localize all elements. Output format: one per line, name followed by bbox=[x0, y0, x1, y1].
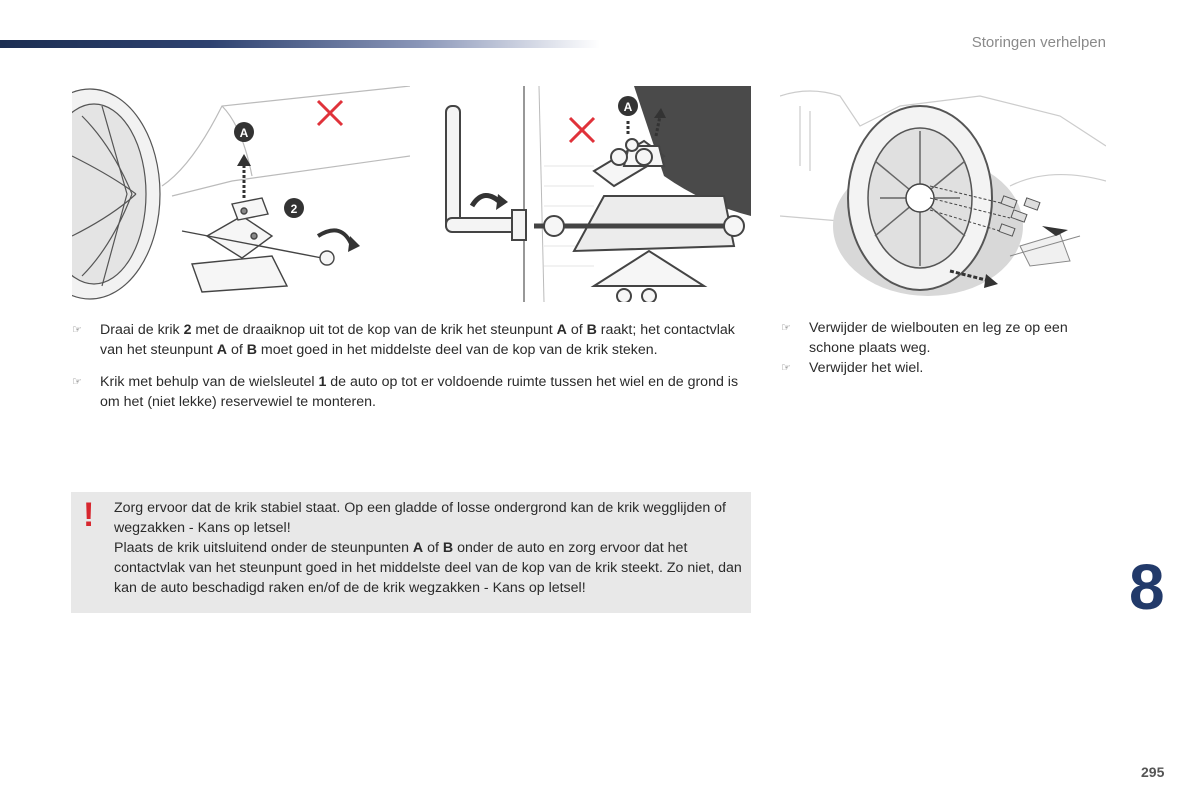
list-item: ☞ Verwijder het wiel. bbox=[781, 360, 924, 376]
header-color-bar bbox=[0, 40, 600, 48]
pointing-hand-icon: ☞ bbox=[72, 324, 82, 336]
pointing-hand-icon: ☞ bbox=[72, 376, 82, 388]
exclamation-icon: ! bbox=[83, 496, 95, 534]
chapter-number: 8 bbox=[1129, 551, 1165, 623]
label-a: A bbox=[623, 100, 633, 114]
label-a: A bbox=[239, 126, 249, 140]
warning-box bbox=[71, 492, 751, 613]
label-2: 2 bbox=[290, 202, 298, 216]
jack-positioning-illustration bbox=[72, 86, 410, 302]
list-item: ☞ Krik met behulp van de wielsleutel 1 de auto op tot er voldoende ruimte tussen het wiel en de grond is om het (niet lekke) reservewiel te monteren. bbox=[72, 374, 739, 410]
page-number: 295 bbox=[1141, 764, 1165, 780]
wheel-removal-illustration bbox=[780, 86, 1106, 302]
pointing-hand-icon: ☞ bbox=[781, 322, 791, 334]
pointing-hand-icon: ☞ bbox=[781, 362, 791, 374]
list-item: ☞ Draai de krik 2 met de draaiknop uit tot de kop van de krik het steunpunt A of B raakt; het contactvlak van het steunpunt A of B moet goed in het middelste deel van de kop van de krik steken. bbox=[72, 322, 735, 358]
section-title: Storingen verhelpen bbox=[971, 34, 1106, 51]
instructions-right bbox=[781, 318, 1101, 378]
jack-head-closeup-illustration bbox=[444, 86, 751, 302]
list-item: ☞ Verwijder de wielbouten en leg ze op een schone plaats weg. bbox=[781, 320, 1068, 356]
instructions-left bbox=[72, 320, 752, 424]
warning-text: Zorg ervoor dat de krik stabiel staat. Op een gladde of losse ondergrond kan de krik wegglijden of wegzakken - Kans op letsel! Plaats de krik uitsluitend onder de steunpunten A of B onder de auto en zorg ervoor dat het contactvlak van het steunpunt goed in het middelste deel van de kop van de krik steekt. Zo niet, dan kan de auto beschadigd raken en/of de de krik wegzakken - Kans op letsel! bbox=[114, 500, 742, 596]
